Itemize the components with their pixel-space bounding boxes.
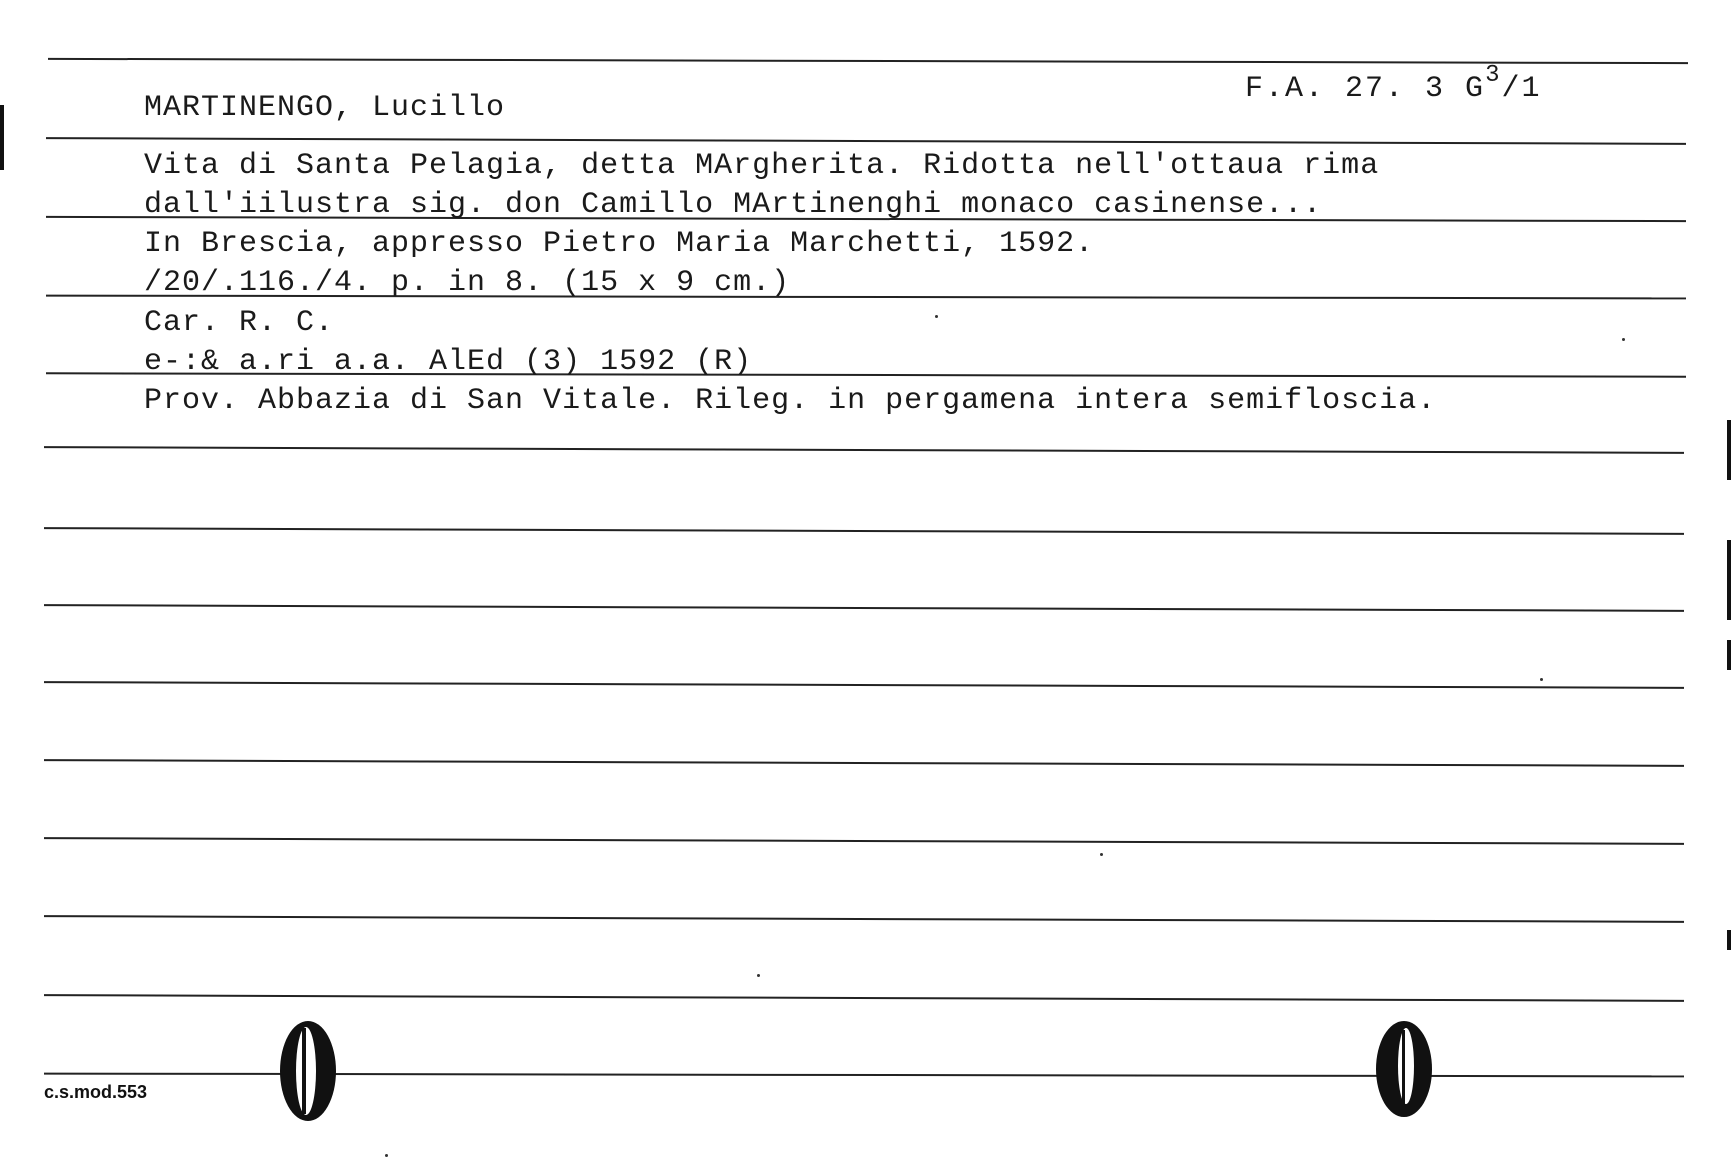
form-id-label: c.s.mod.553: [44, 1082, 148, 1102]
punch-hole-left-icon: [276, 1018, 340, 1124]
call-number-prefix: F.A. 27. 3 G: [1245, 72, 1486, 106]
author-heading: MARTINENGO, Lucillo: [144, 91, 506, 125]
rule-blank-5: [44, 759, 1684, 767]
rule-blank-6: [44, 837, 1684, 845]
speck: [385, 1154, 388, 1157]
rule-blank-2: [44, 527, 1684, 535]
rule-blank-4: [44, 681, 1684, 689]
title-line-1: Vita di Santa Pelagia, detta MArgherita. Ridotta nell'ottaua rima: [144, 149, 1380, 183]
speck: [1540, 678, 1543, 681]
call-number-superscript: 3: [1485, 62, 1502, 89]
rule-blank-1: [44, 446, 1684, 454]
rule-blank-3: [44, 604, 1684, 612]
speck: [757, 974, 760, 977]
speck: [935, 315, 938, 318]
speck: [1100, 853, 1103, 856]
left-edge-mark: [0, 105, 4, 170]
collation-line: /20/.116./4. p. in 8. (15 x 9 cm.): [144, 266, 791, 300]
title-line-2: dall'iilustra sig. don Camillo MArtinenghi monaco casinense...: [144, 188, 1323, 222]
rule-blank-7: [44, 915, 1684, 923]
right-edge-mark-3: [1727, 640, 1731, 670]
right-edge-mark-4: [1727, 930, 1731, 950]
notes-line-1: Car. R. C.: [144, 306, 335, 340]
right-edge-mark-1: [1727, 420, 1731, 480]
right-edge-mark-2: [1727, 540, 1731, 620]
punch-hole-right-icon: [1372, 1016, 1436, 1122]
rule-blank-8: [44, 994, 1684, 1002]
speck: [1622, 338, 1625, 341]
provenance-line: Prov. Abbazia di San Vitale. Rileg. in pergamena intera semifloscia.: [144, 384, 1437, 418]
notes-line-2: e-:& a.ri a.a. AlEd (3) 1592 (R): [144, 345, 753, 379]
call-number: [1165, 32, 1541, 140]
imprint-line: In Brescia, appresso Pietro Maria Marchetti, 1592.: [144, 227, 1095, 261]
call-number-suffix: /1: [1501, 72, 1542, 106]
